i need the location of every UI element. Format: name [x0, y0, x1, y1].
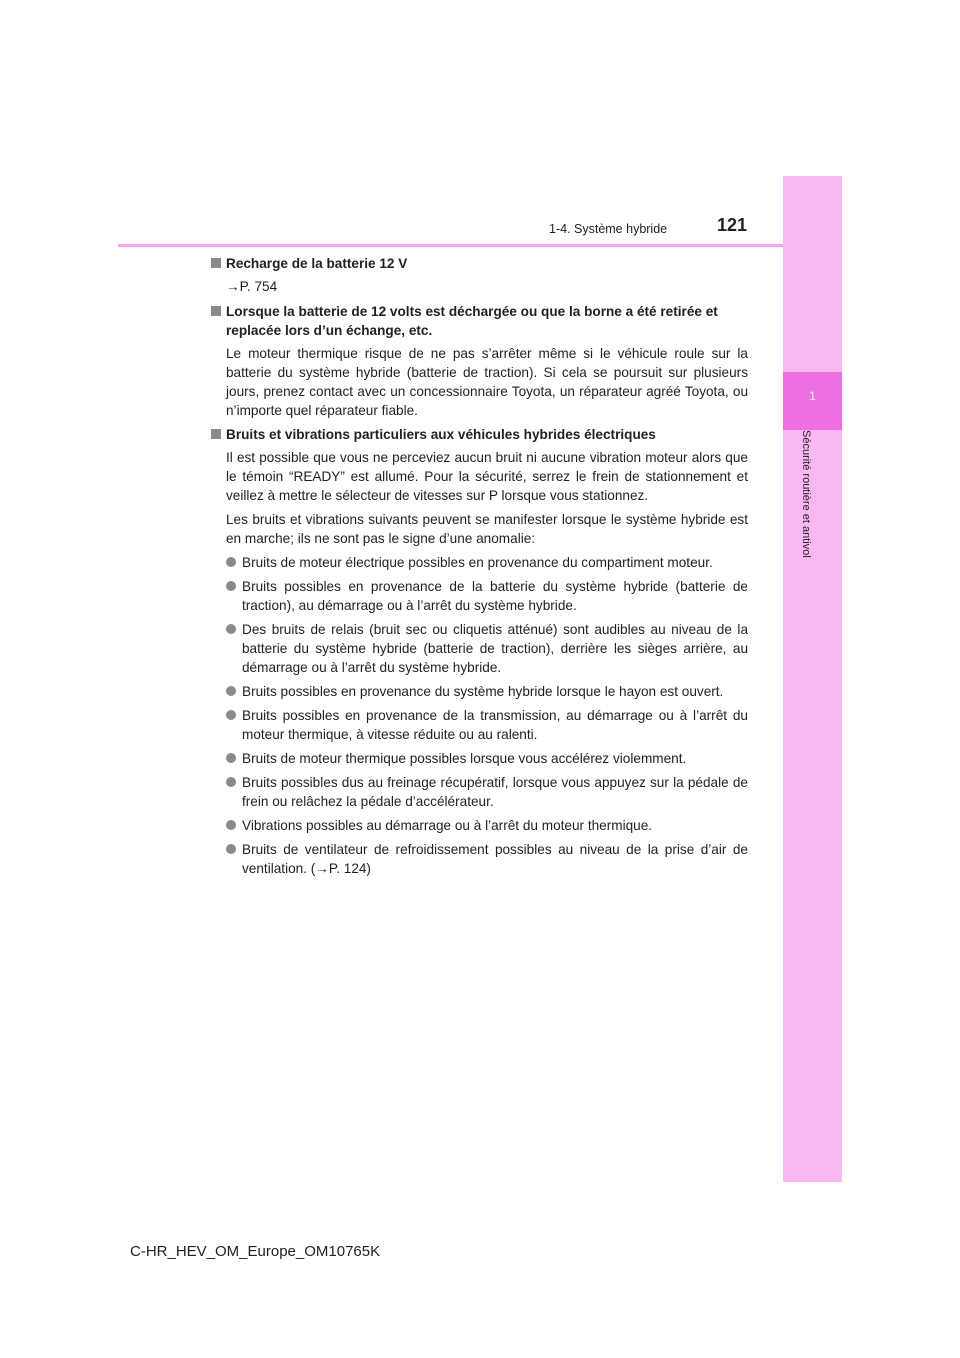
list-item-text: Bruits de ventilateur de refroidissement possibles au niveau de la prise d’air de ventilation. (→P. 124) [242, 842, 748, 876]
round-bullet-icon [226, 844, 236, 854]
chapter-title: Sécurité routière et antivol [800, 430, 812, 558]
list-item [210, 706, 748, 744]
round-bullet-icon [226, 581, 236, 591]
list-item-text: Bruits de moteur thermique possibles lorsque vous accélérez violemment. [242, 751, 687, 766]
document-code: C-HR_HEV_OM_Europe_OM10765K [130, 1243, 381, 1260]
page-reference: →P. 754 [226, 279, 278, 294]
paragraph: Il est possible que vous ne perceviez aucun bruit ni aucune vibration moteur alors que le témoin “READY” est allumé. Pour la sécurité, serrez le frein de stationnement et veillez à mettre le sélecteur de vitesses sur P lorsque vous stationnez. [226, 450, 748, 503]
list-item-text: Bruits possibles en provenance du système hybride lorsque le hayon est ouvert. [242, 684, 724, 699]
list-item-text: Des bruits de relais (bruit sec ou cliquetis atténué) sont audibles au niveau de la batterie du système hybride (batterie de traction), derrière les sièges arrière, au démarrage ou à l’arrêt du système hybride. [242, 622, 748, 675]
round-bullet-icon [226, 753, 236, 763]
square-bullet-icon [211, 429, 221, 439]
heading-text: Bruits et vibrations particuliers aux véhicules hybrides électriques [226, 427, 656, 442]
list-item [210, 749, 748, 768]
list-item-text: Bruits possibles dus au freinage récupératif, lorsque vous appuyez sur la pédale de frein ou relâchez la pédale d’accélérateur. [242, 775, 748, 809]
page-content [210, 254, 748, 883]
list-item [210, 773, 748, 811]
round-bullet-icon [226, 777, 236, 787]
round-bullet-icon [226, 820, 236, 830]
chapter-side-tab [783, 176, 842, 1182]
paragraph: Les bruits et vibrations suivants peuvent se manifester lorsque le système hybride est en marche; ils ne sont pas le signe d’une anomalie: [226, 512, 748, 546]
header-rule [118, 244, 783, 247]
heading-text: Recharge de la batterie 12 V [226, 256, 408, 271]
section-title: 1-4. Système hybride [549, 222, 668, 236]
list-item [210, 620, 748, 677]
round-bullet-icon [226, 557, 236, 567]
list-item [210, 682, 748, 701]
list-item [210, 840, 748, 878]
round-bullet-icon [226, 710, 236, 720]
list-item [210, 816, 748, 835]
round-bullet-icon [226, 686, 236, 696]
list-item-text: Bruits de moteur électrique possibles en provenance du compartiment moteur. [242, 555, 713, 570]
heading-battery-recharge [210, 254, 748, 273]
heading-noise-vibrations [210, 425, 748, 444]
list-item-text: Bruits possibles en provenance de la batterie du système hybride (batterie de traction), au démarrage ou à l’arrêt du système hybride. [242, 579, 748, 613]
heading-battery-discharged [210, 302, 748, 340]
list-item-text: Bruits possibles en provenance de la transmission, au démarrage ou à l’arrêt du moteur thermique, à vitesse réduite ou au ralenti. [242, 708, 748, 742]
chapter-number: 1 [809, 389, 816, 403]
list-item [210, 577, 748, 615]
square-bullet-icon [211, 306, 221, 316]
round-bullet-icon [226, 624, 236, 634]
list-item-text: Vibrations possibles au démarrage ou à l’arrêt du moteur thermique. [242, 818, 653, 833]
paragraph: Le moteur thermique risque de ne pas s’arrêter même si le véhicule roule sur la batterie du système hybride (batterie de traction). Si cela se poursuit sur plusieurs jours, prenez contact avec un concessionnaire Toyota, un réparateur agréé Toyota, ou n’importe quel réparateur fiable. [226, 346, 748, 418]
heading-text: Lorsque la batterie de 12 volts est déchargée ou que la borne a été retirée et replacée lors d’un échange, etc. [226, 304, 718, 338]
square-bullet-icon [211, 258, 221, 268]
list-item [210, 553, 748, 572]
page-number: 121 [717, 215, 748, 235]
